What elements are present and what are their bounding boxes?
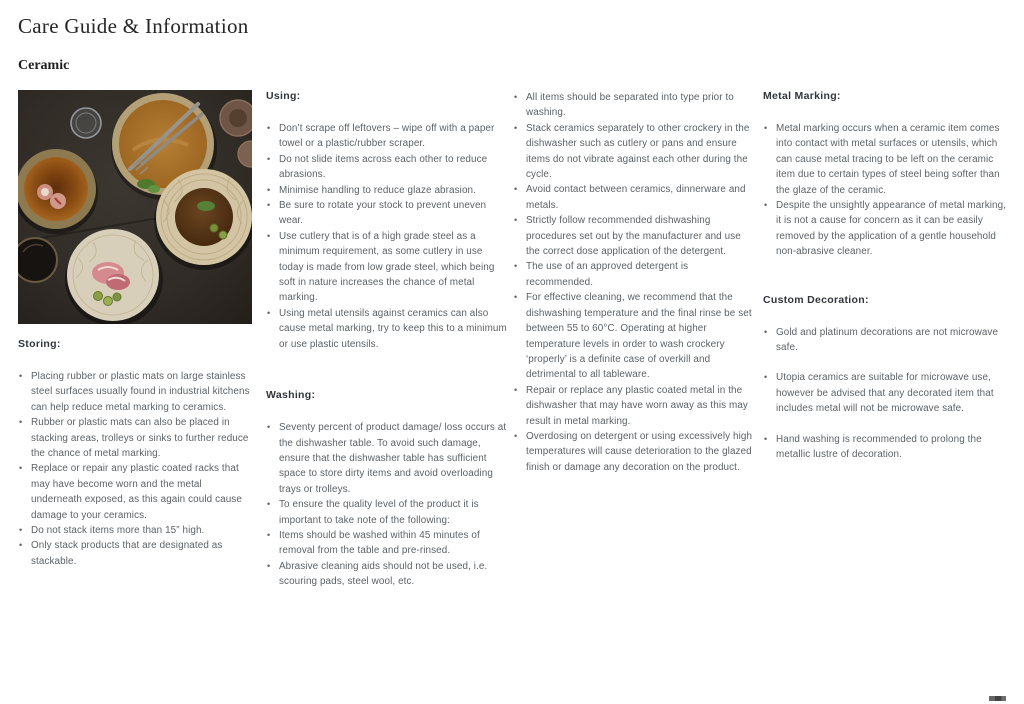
bullet-item: • Items should be washed within 45 minutes of removal from the table and pre-rinsed. (266, 528, 510, 559)
column-using-washing (266, 90, 510, 590)
custom-decoration-list (763, 325, 1013, 463)
washing-list-part1 (266, 420, 510, 589)
bullet-item: • Strictly follow recommended dishwashing procedures set out by the manufacturer and use the correct dose application of the detergent. (513, 213, 756, 259)
washing-list-part2 (513, 90, 756, 475)
custom-decoration-heading: Custom Decoration: (763, 293, 869, 306)
using-list (266, 121, 510, 352)
bullet-item: • Avoid contact between ceramics, dinnerware and metals. (513, 182, 756, 213)
storing-list (18, 369, 255, 569)
bullet-item: • Use cutlery that is of a high grade steel as a minimum requirement, as some cutlery in use today is made from low grade steel, which being soft in nature increases the chance of metal marking. (266, 229, 510, 306)
using-heading: Using: (266, 90, 301, 102)
bullet-item: • Minimise handling to reduce glaze abrasion. (266, 183, 510, 198)
bullet-item: • Utopia ceramics are suitable for microwave use, however be advised that any decorated item that includes metal will not be microwave safe. (763, 370, 1013, 416)
column-storing (18, 338, 255, 569)
bullet-item: • For effective cleaning, we recommend that the dishwashing temperature and the final rinse be set between 55 to 60°C. Operating at higher temperature levels in order to wash crockery ‘properly’ is a definite case of overkill and detrimental to all tableware. (513, 290, 756, 382)
bullet-item: • Using metal utensils against ceramics can also cause metal marking, try to keep this to a minimum or use plastic utensils. (266, 306, 510, 352)
bullet-item: • Hand washing is recommended to prolong the metallic lustre of decoration. (763, 432, 1013, 463)
bullet-item: • Metal marking occurs when a ceramic item comes into contact with metal surfaces or utensils, which can cause metal tracing to be left on the ceramic item due to certain types of steel being softer than the glaze of the ceramic. (763, 121, 1013, 198)
bullet-item: • Do not slide items across each other to reduce abrasions. (266, 152, 510, 183)
bullet-item: • Stack ceramics separately to other crockery in the dishwasher such as cutlery or pans and ensure items do not vibrate against each other during the cycle. (513, 121, 756, 183)
bullet-item: • Despite the unsightly appearance of metal marking, it is not a cause for concern as it can be easily removed by the application of a gentle household non-abrasive cleaner. (763, 198, 1013, 260)
storing-heading: Storing: (18, 338, 61, 350)
metal-marking-list (763, 121, 1013, 260)
bullet-item: • Rubber or plastic mats can also be placed in stacking areas, trolleys or sinks to further reduce the chance of metal marking. (18, 415, 255, 461)
bullet-item: • All items should be separated into type prior to washing. (513, 90, 756, 121)
bullet-item: • Abrasive cleaning aids should not be used, i.e. scouring pads, steel wool, etc. (266, 559, 510, 590)
metal-marking-heading: Metal Marking: (763, 90, 841, 102)
column-metal-custom (763, 90, 1013, 463)
page-subtitle: Ceramic (18, 58, 70, 73)
bullet-item: • Only stack products that are designated as stackable. (18, 538, 255, 569)
bullet-item: • Do not stack items more than 15” high. (18, 523, 255, 538)
bullet-item: • Seventy percent of product damage/ loss occurs at the dishwasher table. To avoid such damage, ensure that the dishwasher table has sufficient space to store dirty items and avoid overloading trays or trolleys. (266, 420, 510, 497)
page-number-cropped (989, 696, 1006, 701)
ceramic-tableware-photo (18, 90, 252, 324)
bullet-item: • Be sure to rotate your stock to prevent uneven wear. (266, 198, 510, 229)
bullet-item: • Placing rubber or plastic mats on large stainless steel surfaces usually found in industrial kitchens can help reduce metal marking to ceramics. (18, 369, 255, 415)
bullet-item: • To ensure the quality level of the product it is important to take note of the following: (266, 497, 510, 528)
column-washing-continued (513, 90, 756, 475)
bullet-item: • Overdosing on detergent or using excessively high temperatures will cause deterioration to the glazed finish or damage any decoration on the product. (513, 429, 756, 475)
bullet-item: • Gold and platinum decorations are not microwave safe. (763, 325, 1013, 356)
bullet-item: • The use of an approved detergent is recommended. (513, 259, 756, 290)
bullet-item: • Replace or repair any plastic coated racks that may have become worn and the metal underneath exposed, as this again could cause damage to your ceramics. (18, 461, 255, 523)
bullet-item: • Don’t scrape off leftovers – wipe off with a paper towel or a plastic/rubber scraper. (266, 121, 510, 152)
page-title: Care Guide & Information (18, 14, 249, 38)
bullet-item: • Repair or replace any plastic coated metal in the dishwasher that may have worn away as this may result in metal marking. (513, 383, 756, 429)
washing-heading: Washing: (266, 389, 316, 402)
